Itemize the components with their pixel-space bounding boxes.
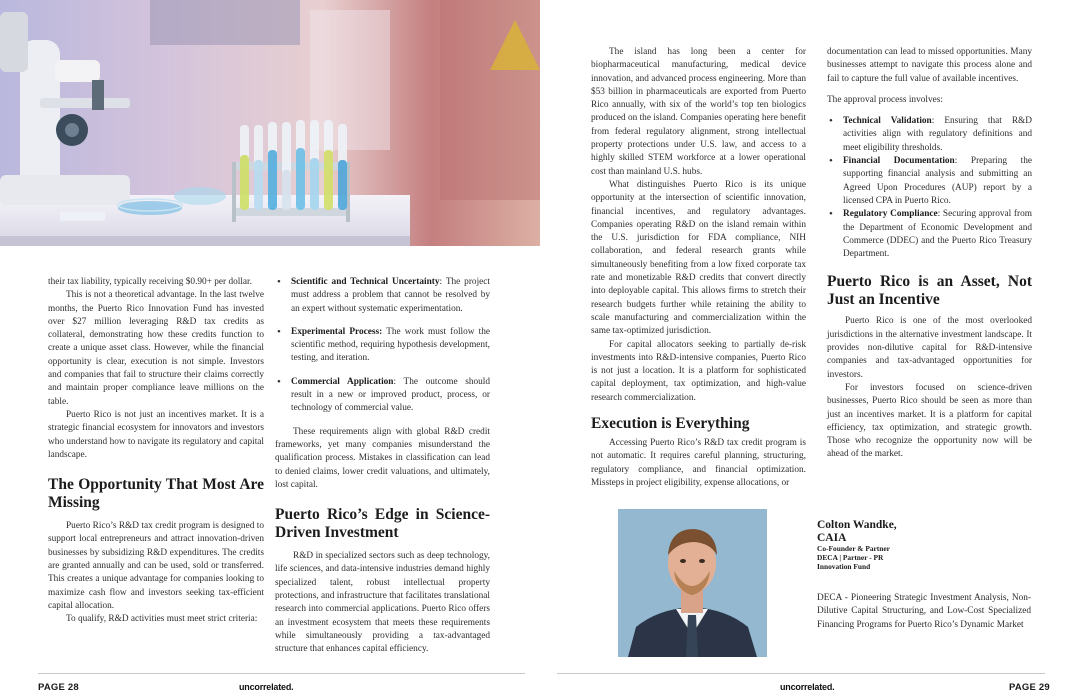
paragraph: This is not a theoretical advantage. In the last twelve months, the Puerto Rico Innovation Fund has invested over $27 million leveraging R&D tax credits as collateral, demonstrating how these credits function to create a unique asset class. However, while the financial opportunity is clear, execution is not simple. Investors and companies that fail to structure their claims correctly and maintain proper compliance leave millions on the table. (48, 290, 264, 407)
column-1 (48, 276, 264, 627)
list-item: • Financial Documentation: Preparing the supporting financial analysis and submitting an Agreed Upon Procedures (AUP) report by a licensed CPA in Puerto Rico. (827, 155, 1032, 208)
list-item: • Experimental Process: The work must follow the scientific method, requiring hypothesis development, testing, and iteration. (275, 326, 490, 366)
paragraph: The approval process involves: (827, 94, 943, 105)
author-role (817, 545, 937, 571)
author-credential: CAIA (817, 532, 847, 544)
author-portrait (618, 509, 767, 657)
author-bio: DECA - Pioneering Strategic Investment Analysis, Non-Dilutive Capital Structuring, and Low-Cost Specialized Financing Programs for Puerto Rico’s Dynamic Market (817, 593, 1031, 630)
list-item: • Commercial Application: The outcome should result in a new or improved product, process, or technology of commercial value. (275, 376, 490, 416)
paragraph: Puerto Rico is one of the most overlooked jurisdictions in the alternative investment landscape. It provides non-dilutive capital for R&D-intensive companies and tax-advantaged opportunities for investors. (827, 316, 1032, 380)
section-heading: Puerto Rico’s Edge in Science-Driven Investment (275, 506, 490, 542)
paragraph: Accessing Puerto Rico’s R&D tax credit program is not automatic. It requires careful planning, structuring, regulatory compliance, and financial optimization. Missteps in project eligibility, expense allocations, or (591, 438, 806, 488)
author-name (817, 519, 917, 545)
paragraph: R&D in specialized sectors such as deep technology, life sciences, and data-intensive industries demand highly specialized talent, robust intellectual property protections, and infrastructure that facilitates translational research into commercial applications. Puerto Rico offers an investment ecosystem that meets these requirements while simultaneously providing a tax-advantaged structure that enhances capital efficiency. (275, 551, 490, 655)
page-number-right: PAGE 29 (1009, 682, 1050, 693)
author-role-line: Innovation Fund (817, 561, 871, 571)
column-3 (591, 46, 806, 490)
author-role-line: Co-Founder & Partner (817, 544, 890, 553)
criteria-list (275, 276, 490, 416)
paragraph: What distinguishes Puerto Rico is its unique opportunity at the intersection of scientific innovation, financial incentives, and regulatory advantages. Companies operating R&D on the island remain within the U.S. jurisdiction for FDA compliance, NIH collaboration, and federal research grants while simultaneously benefiting from a low fixed corporate tax rate and monetizable R&D credits that convert directly into deployable capital. This allows firms to stretch their research budgets further while retaining the ability to scale manufacturing and commercialization within the same tax-optimized jurisdiction. (591, 179, 806, 337)
footer-divider (557, 673, 1045, 674)
brand-logo-right: uncorrelated. (780, 682, 835, 692)
list-item: • Regulatory Compliance: Securing approval from the Department of Economic Development and Commerce (DDEC) and the Puerto Rico Treasury Department. (827, 208, 1032, 261)
lab-photo-illustration (0, 0, 540, 246)
section-heading: Execution is Everything (591, 415, 750, 433)
paragraph: For capital allocators seeking to partially de-risk investments into R&D-intensive companies, Puerto Rico is not just a location. It is a platform for sophisticated capital deployment, tax optimization, and high-value research commercialization. (591, 339, 806, 403)
portrait-illustration (618, 509, 767, 657)
paragraph: For investors focused on science-driven businesses, Puerto Rico should be seen as more than just an incentives market. It is a platform for capital efficiency, tax optimization, and strategic growth. Those who recognize the opportunity now will be ahead of the market. (827, 382, 1032, 460)
list-item: • Scientific and Technical Uncertainty: The project must address a problem that cannot be resolved by an expert without systematic experimentation. (275, 276, 490, 316)
paragraph: To qualify, R&D activities must meet strict criteria: (66, 614, 258, 625)
column-4 (827, 46, 1032, 462)
brand-logo-left: uncorrelated. (239, 682, 294, 692)
list-item: • Technical Validation: Ensuring that R&D activities align with regulatory definitions and meet eligibility thresholds. (827, 115, 1032, 155)
paragraph: their tax liability, typically receiving $0.90+ per dollar. (48, 277, 252, 287)
paragraph: Puerto Rico’s R&D tax credit program is designed to support local entrepreneurs and attract innovation-driven businesses by subsidizing R&D expenditures. The credits are granted annually and can be used, sold or transferred. This creates a unique advantage for companies looking to maximize cash flow and investors seeking tax-efficient capital allocation. (48, 521, 264, 611)
footer-divider (38, 673, 525, 674)
section-heading: The Opportunity That Most Are Missing (48, 476, 264, 512)
paragraph: documentation can lead to missed opportunities. Many businesses attempt to navigate this process alone and fail to capture the full value of available incentives. (827, 47, 1032, 84)
paragraph: These requirements align with global R&D credit frameworks, yet many companies misunderstand the qualification process. Mistakes in classification can lead to denied claims, lower credit valuations, and ultimately, lost capital. (275, 426, 490, 490)
paragraph: The island has long been a center for biopharmaceutical manufacturing, medical device innovation, and advanced process engineering. More than $53 billion in pharmaceuticals are exported from Puerto Rico annually, with six of the world’s top ten biologics produced on the island. Companies operating here benefit from federal regulatory alignment, strong intellectual property protections under U.S. law, and access to a highly skilled STEM workforce at a lower operational cost than mainland U.S. hubs. (591, 47, 806, 177)
approval-steps-list (827, 115, 1032, 261)
page-number-left: PAGE 28 (38, 682, 79, 693)
author-name-line: Colton Wandke, (817, 519, 897, 531)
author-role-line: DECA | Partner - PR (817, 552, 884, 562)
paragraph: Puerto Rico is not just an incentives market. It is a strategic financial ecosystem for innovators and investors who understand how to navigate its regulatory and capital landscape. (48, 409, 264, 460)
column-2 (275, 276, 490, 657)
section-heading: Puerto Rico is an Asset, Not Just an Incentive (827, 273, 1032, 309)
lab-photo (0, 0, 540, 246)
